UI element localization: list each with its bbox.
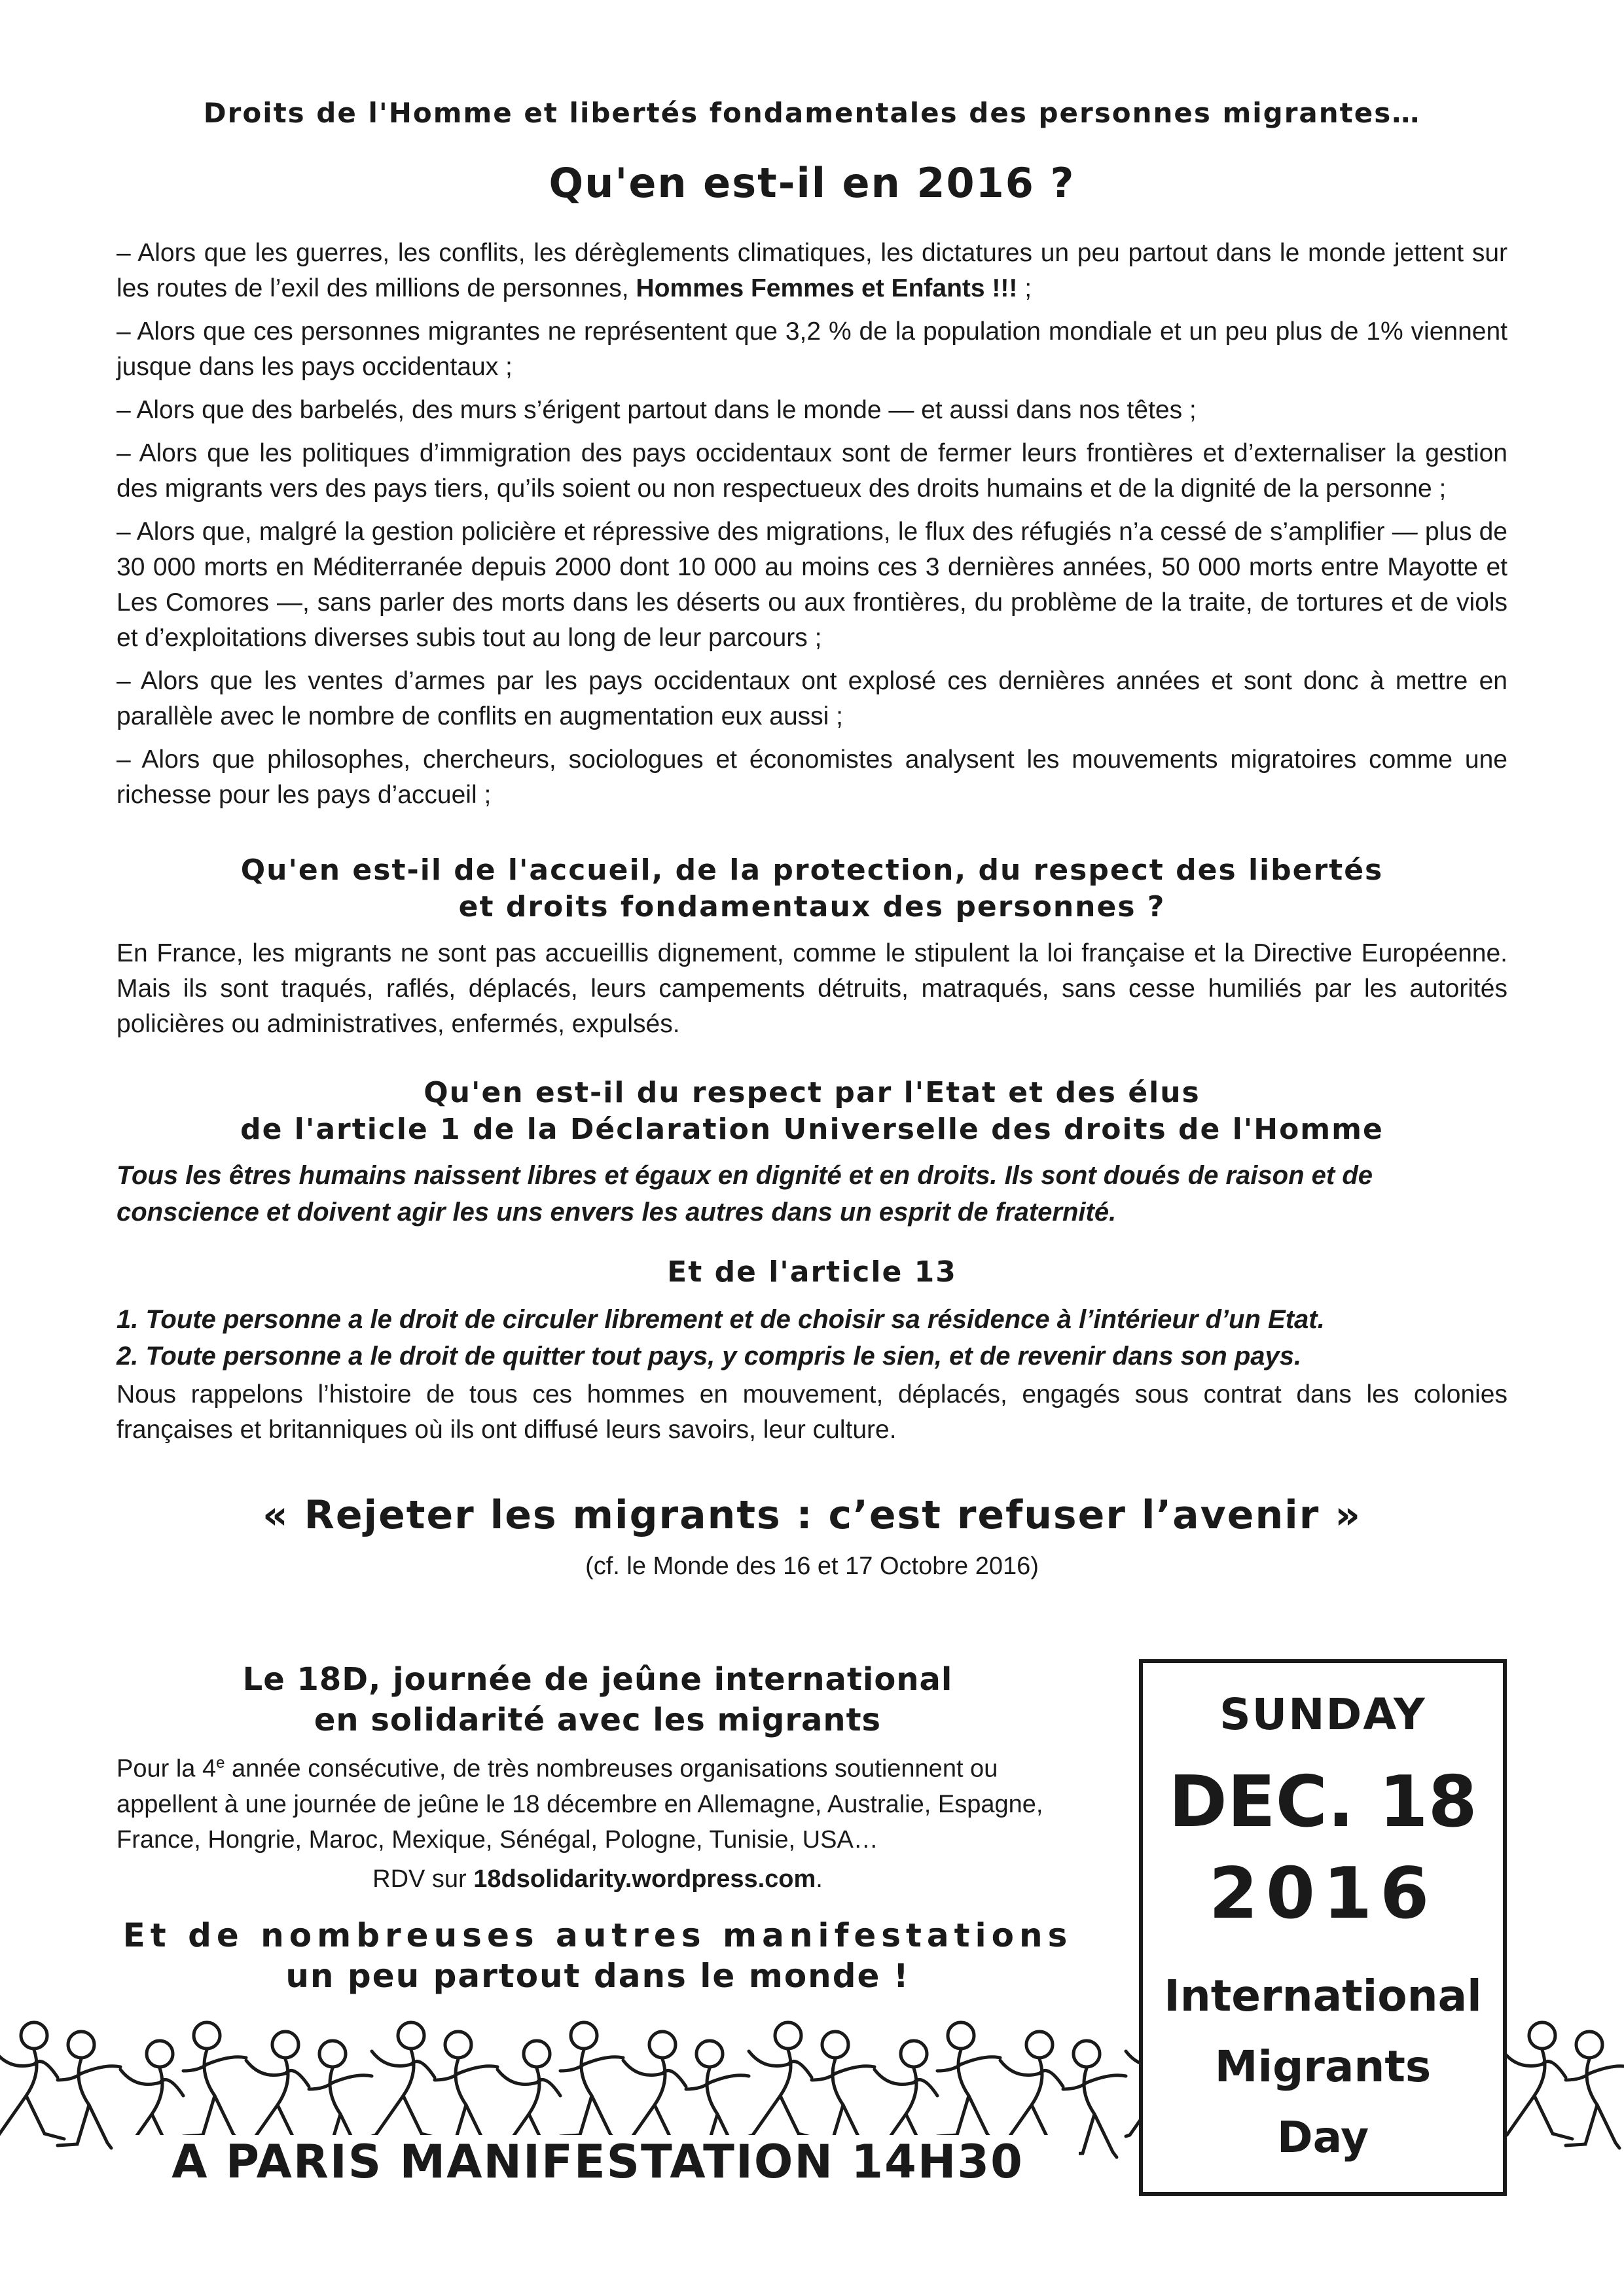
article13-item: 1. Toute personne a le droit de circuler librement et de choisir sa résidence à l’intérieur d’un Etat. [117, 1305, 1325, 1334]
event-body: Pour la 4e année consécutive, de très nombreuses organisations soutiennent ou appellent à une journée de jeûne le 18 décembre en Allemagne, Australie, Espagne, France, Hongrie, Maroc, Mexique, Sénégal, Pologne, Tunisie, USA… [117, 1754, 1043, 1854]
dancing-figure [435, 2032, 497, 2148]
dancing-figure [58, 2032, 120, 2148]
dancing-figure [1000, 2032, 1070, 2148]
dancing-figure [0, 2022, 64, 2139]
section-article13 [117, 1254, 1507, 1448]
dancing-figure [812, 2032, 875, 2148]
event-heading: en solidarité avec les migrants [314, 1702, 882, 1738]
bullet-item: – Alors que, malgré la gestion policière et répressive des migrations, le flux des réfugiés n’a cessé de s’amplifier — plus de 30 000 morts en Méditerranée depuis 2000 dont 10 000 au moins ces 3 dernières années, 50 000 morts entre Mayotte et Les Comores —, sans parler des morts dans les déserts ou aux frontières, du problème de la traite, de tortures et de viols et d’exploitations diverses subis tout au long de leur parcours ; [117, 518, 1507, 652]
section-heading: Et de l'article 13 [667, 1255, 957, 1289]
dancing-figure [749, 2022, 818, 2139]
section-heading: Qu'en est-il de l'accueil, de la protection, du respect des libertés [240, 853, 1384, 887]
paris-demonstration: A PARIS MANIFESTATION 14H30 [117, 2135, 1079, 2189]
event-heading: Le 18D, journée de jeûne international [242, 1661, 953, 1698]
dancing-figure [623, 2032, 693, 2148]
dancing-figure [560, 2022, 623, 2139]
dancing-figure [372, 2022, 441, 2139]
article13-item: 2. Toute personne a le droit de quitter tout pays, y compris le sien, et de revenir dans son pays. [117, 1342, 1302, 1371]
date-box-title: International Migrants Day [1164, 1971, 1482, 2162]
slogan-source: (cf. le Monde des 16 et 17 Octobre 2016) [585, 1552, 1039, 1580]
event-link[interactable]: 18dsolidarity.wordpress.com [473, 1865, 816, 1893]
bullet-emphasis: Hommes Femmes et Enfants !!! [636, 274, 1018, 302]
section-accueil [117, 852, 1507, 1042]
section-body: En France, les migrants ne sont pas accueillis dignement, comme le stipulent la loi française et la Directive Européenne. Mais ils sont traqués, raflés, déplacés, leurs campements détruits, matraqués, sans cesse humiliés par les autorités policières ou administratives, enfermés, expulsés. [117, 939, 1507, 1038]
bullet-item: – Alors que ces personnes migrantes ne représentent que 3,2 % de la population mondiale et un peu plus de 1% viennent jusque dans les pays occidentaux ; [117, 317, 1507, 381]
other-events: Et de nombreuses autres manifestations un peu partout dans le monde ! [122, 1916, 1073, 1995]
dancing-figure [937, 2022, 1000, 2139]
section-article1 [117, 1075, 1507, 1230]
event-rdv: RDV sur 18dsolidarity.wordpress.com. [372, 1865, 823, 1893]
bullet-item: – Alors que les ventes d’armes par les pays occidentaux ont explosé ces dernières années et sont donc à mettre en parallèle avec le nombre de conflits en augmentation eux aussi ; [117, 667, 1507, 730]
slogan: « Rejeter les migrants : c’est refuser l’avenir » [262, 1492, 1362, 1538]
intro-bullet-list [117, 236, 1507, 821]
event-18d [117, 1659, 1079, 1996]
dancing-figure [246, 2032, 316, 2148]
bullet-item: – Alors que philosophes, chercheurs, sociologues et économistes analysent les mouvements migratoires comme une richesse pour les pays d’accueil ; [117, 745, 1507, 809]
dancing-figure [1503, 2022, 1572, 2139]
bullet-item: – Alors que des barbelés, des murs s’érigent partout dans le monde — et aussi dans nos têtes ; [117, 396, 1197, 424]
section-body: Nous rappelons l’histoire de tous ces hommes en mouvement, déplacés, engagés sous contrat dans les colonies françaises et britanniques où ils ont diffusé leurs savoirs, leur culture. [117, 1380, 1507, 1444]
page-title: Qu'en est-il en 2016 ? [549, 159, 1075, 207]
date-box [1139, 1659, 1507, 2196]
article1-quote: Tous les êtres humains naissent libres et égaux en dignité et en droits. Ils sont doués de raison et de conscience et doivent agir les uns envers les autres dans un esprit de fraternité. [117, 1161, 1373, 1227]
supertitle: Droits de l'Homme et libertés fondamentales des personnes migrantes… [203, 97, 1421, 129]
dancing-figure [1566, 2032, 1624, 2148]
section-heading: Qu'en est-il du respect par l'Etat et des élus [424, 1076, 1200, 1109]
date-box-date: DEC. 18 [1168, 1761, 1477, 1843]
section-heading: de l'article 1 de la Déclaration Universelle des droits de l'Homme [240, 1113, 1384, 1146]
date-box-day: SUNDAY [1219, 1689, 1426, 1740]
date-box-year: 2016 [1208, 1853, 1437, 1935]
section-heading: et droits fondamentaux des personnes ? [458, 890, 1166, 924]
bullet-item: – Alors que les guerres, les conflits, les dérèglements climatiques, les dictatures un peu partout dans le monde jettent sur les routes de l’exil des millions de personnes, Hommes Femmes et Enfants !!! ; [117, 239, 1507, 302]
dancing-figure [183, 2022, 246, 2139]
bullet-item: – Alors que les politiques d’immigration des pays occidentaux sont de fermer leurs frontières et d’externaliser la gestion des migrants vers des pays tiers, qu’ils soient ou non respectueux des droits humains et de la dignité de la personne ; [117, 439, 1507, 503]
